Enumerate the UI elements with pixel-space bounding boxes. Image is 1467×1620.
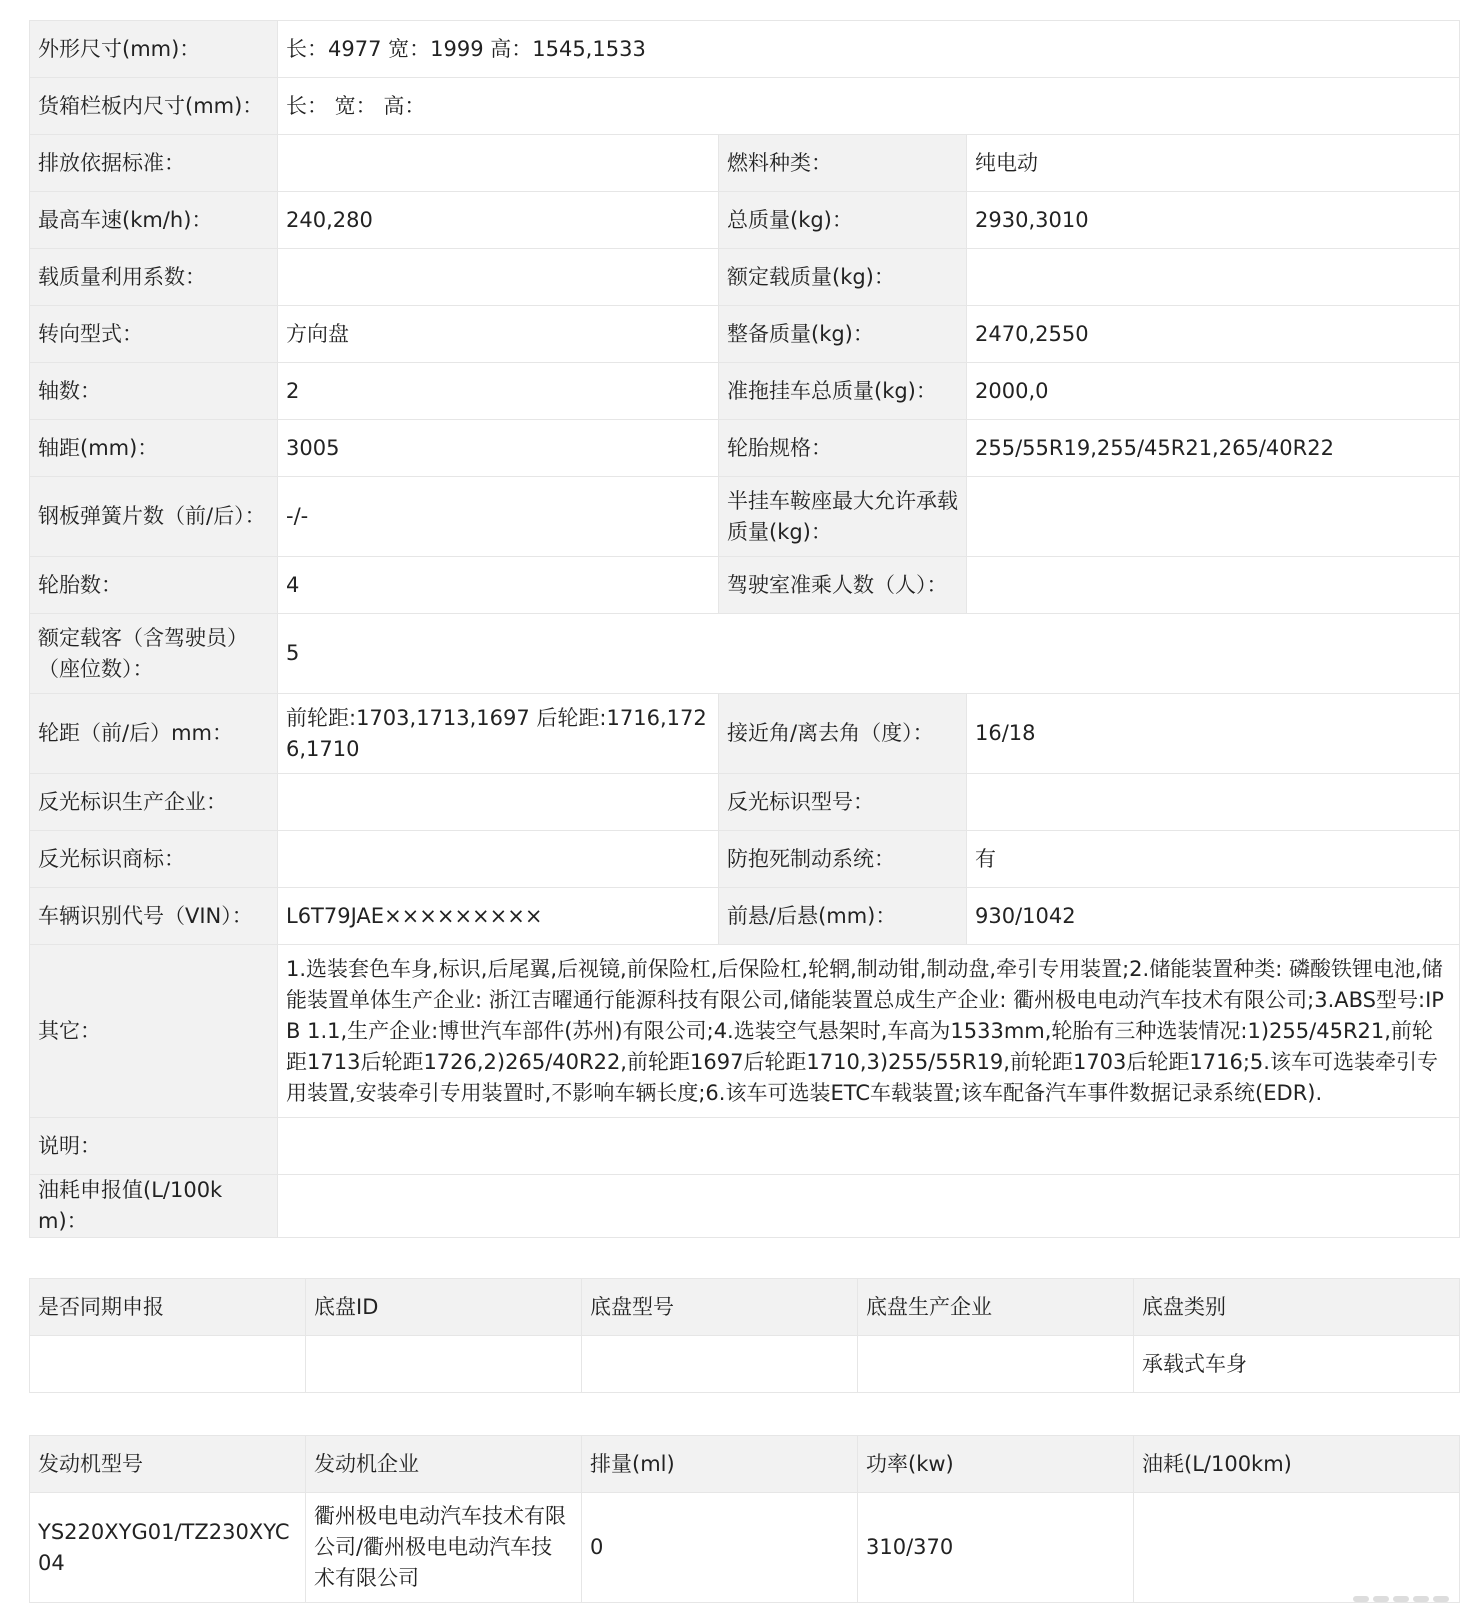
param-label: 货箱栏板内尺寸(mm)： — [30, 78, 278, 135]
param-row — [30, 1118, 1460, 1175]
chassis-row — [30, 1336, 1460, 1393]
param-label: 整备质量(kg)： — [719, 306, 967, 363]
chassis-cell — [582, 1336, 858, 1393]
param-value: 长： 宽： 高： — [278, 78, 1460, 135]
engine-column-header: 发动机企业 — [306, 1436, 582, 1493]
param-value: 长：4977 宽：1999 高：1545,1533 — [278, 21, 1460, 78]
param-value — [278, 774, 719, 831]
engine-cell: YS220XYG01/TZ230XYC04 — [30, 1493, 306, 1603]
param-value: 有 — [967, 831, 1460, 888]
param-label: 最高车速(km/h)： — [30, 192, 278, 249]
param-value: -/- — [278, 477, 719, 557]
param-row — [30, 557, 1460, 614]
param-label: 前悬/后悬(mm)： — [719, 888, 967, 945]
chassis-cell — [858, 1336, 1134, 1393]
engine-header-row — [30, 1436, 1460, 1493]
chassis-cell: 承载式车身 — [1134, 1336, 1460, 1393]
param-value: 前轮距:1703,1713,1697 后轮距:1716,1726,1710 — [278, 694, 719, 774]
engine-body — [30, 1436, 1460, 1603]
param-value: 2000,0 — [967, 363, 1460, 420]
engine-row — [30, 1493, 1460, 1603]
param-label: 准拖挂车总质量(kg)： — [719, 363, 967, 420]
param-value — [967, 249, 1460, 306]
param-label: 转向型式： — [30, 306, 278, 363]
param-row — [30, 363, 1460, 420]
param-label: 外形尺寸(mm)： — [30, 21, 278, 78]
param-row — [30, 831, 1460, 888]
chassis-cell — [306, 1336, 582, 1393]
param-value — [278, 1118, 1460, 1175]
param-value: 255/55R19,255/45R21,265/40R22 — [967, 420, 1460, 477]
chassis-table — [29, 1278, 1460, 1393]
param-value: 2930,3010 — [967, 192, 1460, 249]
param-value: 方向盘 — [278, 306, 719, 363]
param-label: 排放依据标准： — [30, 135, 278, 192]
param-label: 反光标识型号： — [719, 774, 967, 831]
param-row — [30, 420, 1460, 477]
param-label: 轴数： — [30, 363, 278, 420]
param-row — [30, 249, 1460, 306]
param-label: 燃料种类： — [719, 135, 967, 192]
param-row — [30, 1175, 1460, 1238]
param-value: 240,280 — [278, 192, 719, 249]
param-value — [278, 249, 719, 306]
vehicle-params-table — [29, 20, 1460, 1238]
param-value: 3005 — [278, 420, 719, 477]
param-row — [30, 78, 1460, 135]
param-row — [30, 888, 1460, 945]
param-label: 载质量利用系数： — [30, 249, 278, 306]
engine-column-header: 油耗(L/100km) — [1134, 1436, 1460, 1493]
chassis-column-header: 底盘类别 — [1134, 1279, 1460, 1336]
param-row — [30, 135, 1460, 192]
param-row — [30, 192, 1460, 249]
param-label: 反光标识生产企业： — [30, 774, 278, 831]
param-value — [967, 557, 1460, 614]
param-label: 额定载质量(kg)： — [719, 249, 967, 306]
engine-column-header: 功率(kw) — [858, 1436, 1134, 1493]
param-label: 说明： — [30, 1118, 278, 1175]
param-value: 纯电动 — [967, 135, 1460, 192]
param-label: 轴距(mm)： — [30, 420, 278, 477]
param-label: 驾驶室准乘人数（人）： — [719, 557, 967, 614]
param-label: 接近角/离去角（度）： — [719, 694, 967, 774]
param-label: 轮胎数： — [30, 557, 278, 614]
param-label: 半挂车鞍座最大允许承载质量(kg)： — [719, 477, 967, 557]
param-row — [30, 306, 1460, 363]
param-value: 1.选装套色车身,标识,后尾翼,后视镜,前保险杠,后保险杠,轮辋,制动钳,制动盘,牵引专用装置;2.储能装置种类: 磷酸铁锂电池,储能装置单体生产企业: 浙江吉曜通行能源科技有限公司,储能装置总成生产企业: 衢州极电电动汽车技术有限公司;3.ABS型号:IPB 1.1,生产企业:博世汽车部件(苏州)有限公司;4.选装空气悬架时,车高为1533mm,轮胎有三种选装情况:1)255/45R21,前轮距1713后轮距1726,2)265/40R22,前轮距1697后轮距1710,3)255/55R19,前轮距1703后轮距1716;5.该车可选装牵引专用装置,安装牵引专用装置时,不影响车辆长度;6.该车可选装ETC车载装置;该车配备汽车事件数据记录系统(EDR). — [278, 945, 1460, 1118]
param-value: 5 — [278, 614, 1460, 694]
param-label: 油耗申报值(L/100km)： — [30, 1175, 278, 1238]
param-row — [30, 614, 1460, 694]
param-label: 车辆识别代号（VIN）： — [30, 888, 278, 945]
params-body — [30, 21, 1460, 1238]
param-row — [30, 21, 1460, 78]
param-value: 2470,2550 — [967, 306, 1460, 363]
param-label: 防抱死制动系统： — [719, 831, 967, 888]
param-value — [278, 1175, 1460, 1238]
param-value — [967, 774, 1460, 831]
param-label: 总质量(kg)： — [719, 192, 967, 249]
param-value: L6T79JAE××××××××× — [278, 888, 719, 945]
param-label: 钢板弹簧片数（前/后）： — [30, 477, 278, 557]
chassis-column-header: 是否同期申报 — [30, 1279, 306, 1336]
chassis-column-header: 底盘生产企业 — [858, 1279, 1134, 1336]
param-label: 其它： — [30, 945, 278, 1118]
param-label: 轮胎规格： — [719, 420, 967, 477]
engine-column-header: 排量(ml) — [582, 1436, 858, 1493]
param-value — [278, 831, 719, 888]
chassis-header-row — [30, 1279, 1460, 1336]
chassis-column-header: 底盘型号 — [582, 1279, 858, 1336]
param-row — [30, 477, 1460, 557]
chassis-cell — [30, 1336, 306, 1393]
engine-cell: 衢州极电电动汽车技术有限公司/衢州极电电动汽车技术有限公司 — [306, 1493, 582, 1603]
engine-column-header: 发动机型号 — [30, 1436, 306, 1493]
watermark-dots — [1353, 1596, 1449, 1602]
param-value — [278, 135, 719, 192]
param-row — [30, 774, 1460, 831]
engine-table — [29, 1435, 1460, 1603]
param-row — [30, 694, 1460, 774]
engine-cell: 310/370 — [858, 1493, 1134, 1603]
param-label: 额定载客（含驾驶员）（座位数）： — [30, 614, 278, 694]
param-value: 16/18 — [967, 694, 1460, 774]
param-value — [967, 477, 1460, 557]
param-value: 4 — [278, 557, 719, 614]
chassis-column-header: 底盘ID — [306, 1279, 582, 1336]
param-label: 反光标识商标： — [30, 831, 278, 888]
param-value: 2 — [278, 363, 719, 420]
engine-cell: 0 — [582, 1493, 858, 1603]
chassis-body — [30, 1279, 1460, 1393]
param-row — [30, 945, 1460, 1118]
param-label: 轮距（前/后）mm： — [30, 694, 278, 774]
param-value: 930/1042 — [967, 888, 1460, 945]
engine-cell — [1134, 1493, 1460, 1603]
